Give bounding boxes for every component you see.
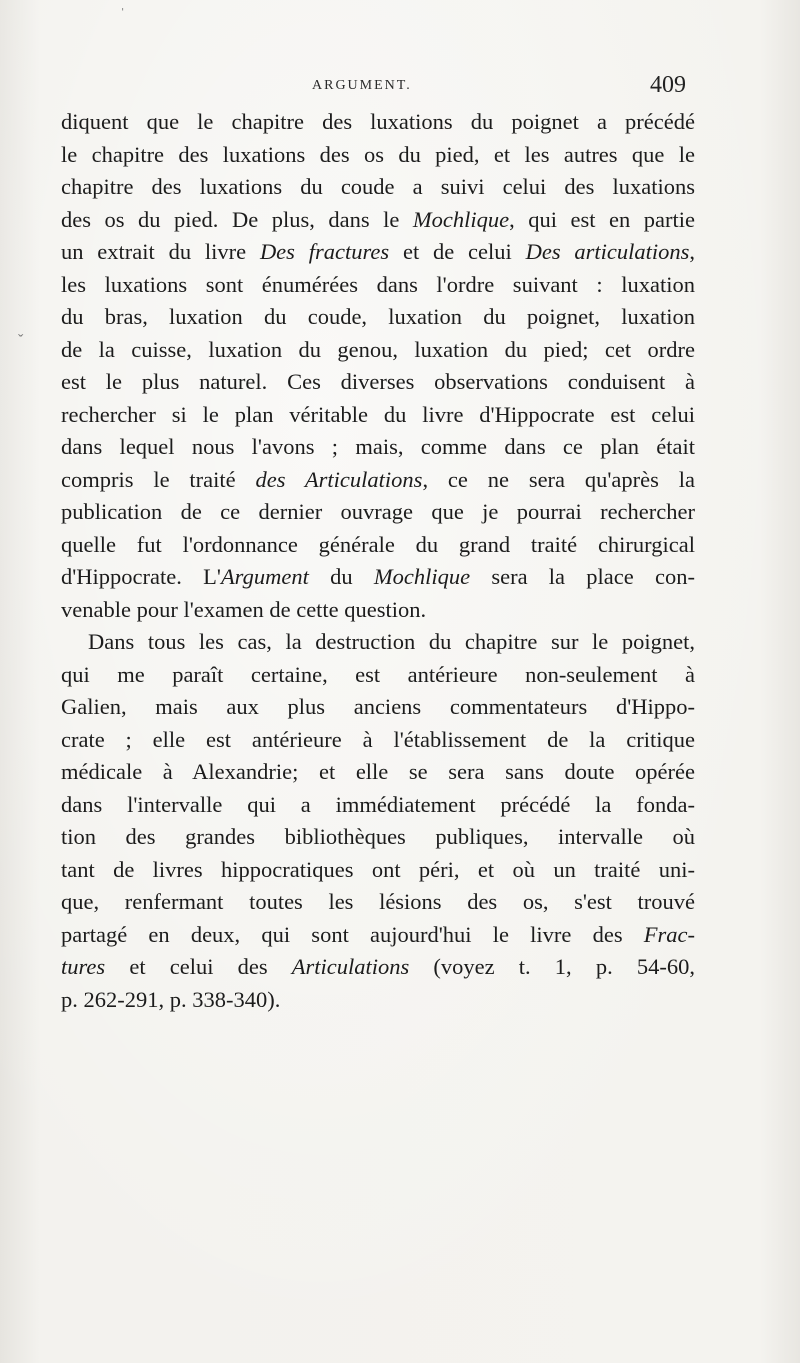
text-line: tion des grandes bibliothèques publiques, intervalle où: [61, 824, 695, 849]
italic-title: Mochlique: [373, 564, 471, 589]
text-line: [61, 919, 695, 952]
text-run: sera la place con-: [470, 564, 695, 589]
text-run: du: [308, 564, 374, 589]
page-speck: ˈ: [120, 6, 126, 23]
text-line: rechercher si le plan véritable du livre d'Hippocrate est celui: [61, 401, 695, 427]
text-run: d'Hippocrate. L': [61, 564, 221, 589]
text-run: (voyez t. 1, p. 54-60,: [409, 954, 695, 979]
body-text: [61, 106, 695, 1016]
text-line: du bras, luxation du coude, luxation du poignet, luxation: [61, 304, 695, 329]
italic-title: Argument: [220, 564, 309, 589]
text-line: le chapitre des luxations des os du pied, et les autres que le: [61, 141, 695, 167]
text-line: de la cuisse, luxation du genou, luxation du pied; cet ordre: [61, 336, 695, 362]
text-line: quelle fut l'ordonnance générale du grand traité chirurgical: [61, 531, 695, 557]
text-line: Galien, mais aux plus anciens commentateurs d'Hippo-: [61, 694, 695, 719]
text-line: les luxations sont énumérées dans l'ordre suivant : luxation: [61, 271, 695, 297]
italic-title: des Articulations: [255, 466, 423, 492]
text-run: un extrait du livre: [61, 239, 260, 264]
text-run: et de celui: [389, 239, 526, 264]
page-speck: ˬ: [18, 320, 24, 337]
text-line: crate ; elle est antérieure à l'établissement de la critique: [61, 726, 695, 752]
text-line: [61, 204, 695, 237]
italic-title: Des articulations: [525, 239, 690, 264]
text-line: qui me paraît certaine, est antérieure non-seulement à: [61, 661, 695, 687]
text-line: publication de ce dernier ouvrage que je pourrai rechercher: [61, 499, 695, 524]
page-header: [0, 74, 800, 104]
text-run: partagé en deux, qui sont aujourd'hui le livre des: [61, 921, 644, 947]
text-run: , ce ne sera qu'après la: [422, 466, 695, 492]
text-run: et celui des: [105, 954, 292, 979]
text-run: compris le traité: [61, 466, 256, 492]
text-line: [61, 236, 695, 269]
text-line: médicale à Alexandrie; et elle se sera sans doute opérée: [61, 759, 695, 784]
text-line: p. 262-291, p. 338-340).: [61, 986, 281, 1012]
text-line: Dans tous les cas, la destruction du chapitre sur le poignet,: [88, 629, 695, 654]
italic-title: Mochlique: [412, 206, 510, 232]
italic-title: Articulations: [291, 954, 410, 979]
text-run: , qui est en partie: [509, 206, 695, 232]
running-head: ARGUMENT.: [312, 78, 412, 93]
text-line: que, renfermant toutes les lésions des os, s'est trouvé: [61, 889, 695, 914]
text-line: diquent que le chapitre des luxations du poignet a précédé: [61, 109, 695, 134]
text-line: dans l'intervalle qui a immédiatement précédé la fonda-: [61, 791, 695, 817]
text-line: [61, 561, 695, 594]
italic-title: Des fractures: [259, 239, 390, 264]
text-line: venable pour l'examen de cette question.: [61, 596, 427, 622]
italic-title: Frac-: [643, 921, 695, 947]
text-line: est le plus naturel. Ces diverses observations conduisent à: [61, 369, 695, 394]
text-line: [61, 951, 695, 984]
text-run: des os du pied. De plus, dans le: [61, 206, 413, 232]
page-number: 409: [650, 72, 686, 98]
text-line: [61, 464, 695, 497]
text-line: chapitre des luxations du coude a suivi celui des luxations: [61, 174, 695, 199]
text-line: tant de livres hippocratiques ont péri, et où un traité uni-: [61, 856, 695, 882]
text-run: ,: [689, 239, 696, 264]
text-line: dans lequel nous l'avons ; mais, comme dans ce plan était: [61, 434, 695, 459]
italic-title: tures: [61, 954, 106, 979]
